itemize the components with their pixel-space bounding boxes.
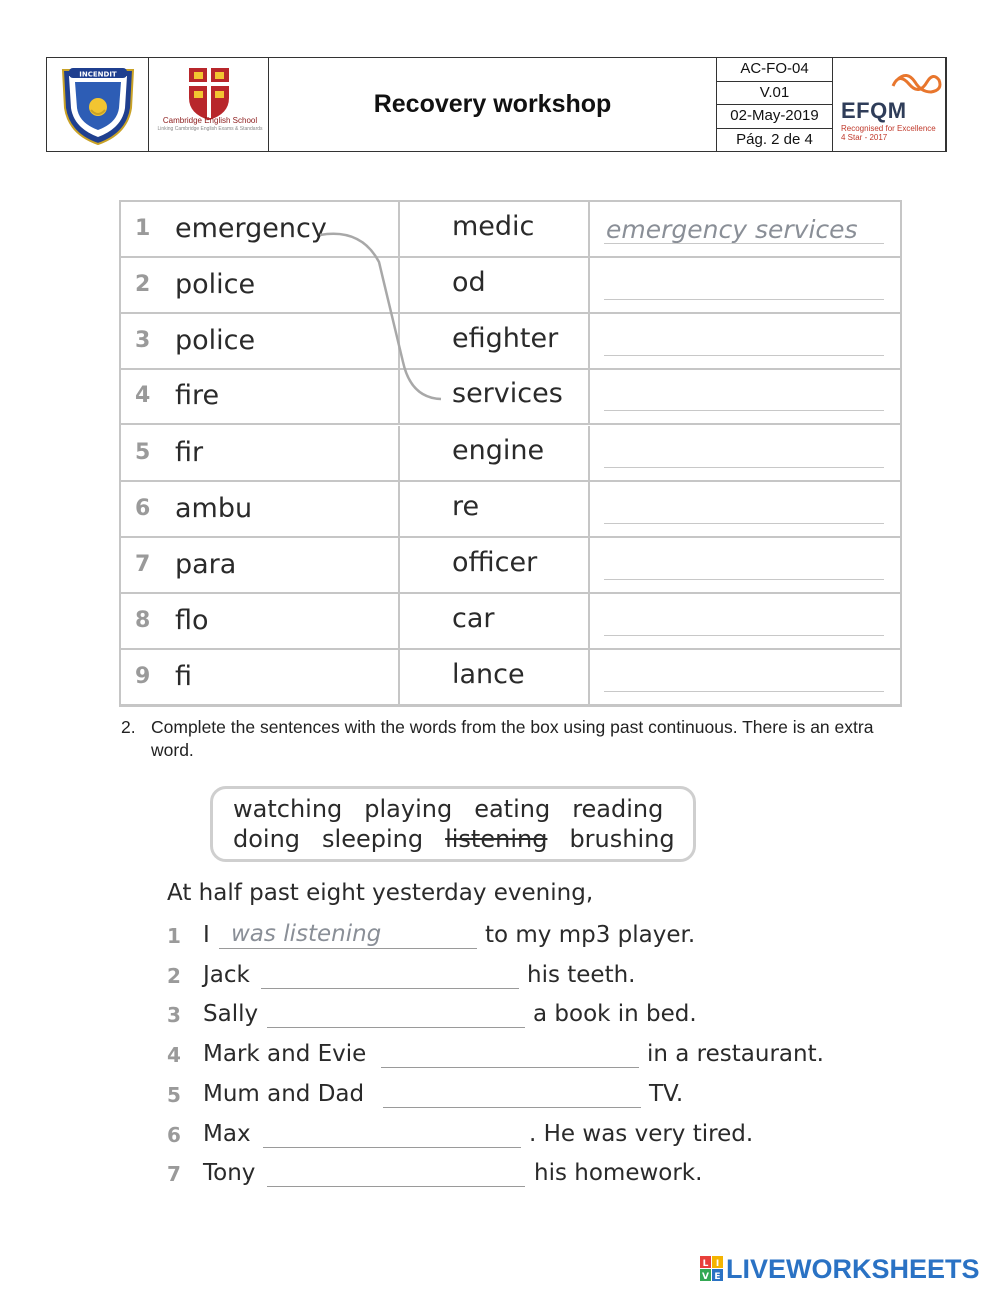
first-part-cell: [121, 538, 400, 592]
sentence-item: [167, 1160, 867, 1196]
second-word: efighter: [452, 323, 559, 354]
matching-row: [121, 594, 900, 650]
second-word: officer: [452, 547, 538, 578]
task2-number: 2.: [121, 717, 136, 737]
row-number: 2: [135, 272, 151, 297]
row-number: 3: [135, 328, 151, 353]
box-word: sleeping: [322, 825, 424, 853]
row-number: 6: [135, 496, 151, 521]
sentence-number: 5: [167, 1083, 181, 1107]
page-title: Recovery workshop: [373, 90, 612, 118]
answer-cell[interactable]: [590, 369, 900, 423]
matching-row: [121, 650, 900, 706]
first-word: para: [175, 549, 237, 580]
school-badge-text: INCENDIT: [79, 70, 117, 79]
sentence-item: [167, 962, 867, 998]
second-word: lance: [452, 659, 525, 690]
sentence-number: 6: [167, 1123, 181, 1147]
answer-line: [604, 299, 884, 300]
answer-blank[interactable]: [267, 1186, 525, 1187]
row-number: 5: [135, 440, 151, 465]
answer-cell[interactable]: [590, 426, 900, 480]
word-box-row-1: [233, 795, 685, 823]
doc-page: Pág. 2 de 4: [736, 130, 813, 148]
matching-row: [121, 314, 900, 370]
row-number: 1: [135, 216, 151, 241]
sentence-subject: Max: [203, 1121, 251, 1147]
first-part-cell: [121, 650, 400, 704]
answer-cell[interactable]: [590, 258, 900, 312]
box-word: eating: [474, 795, 551, 823]
sentence-subject: Tony: [203, 1160, 256, 1186]
second-part-cell: [400, 594, 590, 648]
row-number: 9: [135, 664, 151, 689]
title-cell: [269, 58, 717, 151]
sentence-rest: in a restaurant.: [647, 1041, 824, 1067]
second-part-cell: [400, 482, 590, 536]
sentence-subject: Mum and Dad: [203, 1081, 365, 1107]
sentence-rest: a book in bed.: [533, 1001, 697, 1027]
cambridge-crest-icon: [149, 64, 269, 124]
first-word: police: [175, 269, 256, 300]
answer-cell[interactable]: [590, 314, 900, 368]
efqm-sub-line1: Recognised for Excellence: [841, 124, 936, 133]
sentence-rest: TV.: [649, 1081, 684, 1107]
second-word: re: [452, 491, 480, 522]
efqm-recognition: [841, 124, 936, 142]
answer-line: [604, 243, 884, 244]
matching-row: [121, 369, 900, 425]
second-part-cell: [400, 258, 590, 312]
answer-text: was listening: [231, 921, 382, 947]
efqm-logo-cell: [833, 58, 946, 151]
box-word: playing: [364, 795, 453, 823]
matching-table: [119, 200, 902, 707]
sentence-item: [167, 922, 867, 958]
task2-instruction-text: Complete the sentences with the words from the box using past continuous. There is an extra word.: [151, 717, 874, 760]
sentence-subject: I: [203, 922, 210, 948]
badge-letter: V: [702, 1272, 709, 1282]
sentence-number: 1: [167, 924, 181, 948]
word-box-row-2: [233, 825, 697, 853]
document-header: [46, 57, 947, 152]
second-word: car: [452, 603, 495, 634]
school-logo-cell: [47, 58, 149, 151]
document-meta: [717, 58, 833, 151]
first-part-cell: [121, 482, 400, 536]
answer-blank[interactable]: [267, 1027, 525, 1028]
word-box: [210, 786, 696, 862]
first-word: fir: [175, 437, 204, 468]
school-shield-logo: [47, 58, 149, 151]
answer-blank[interactable]: [263, 1147, 521, 1148]
sentence-number: 3: [167, 1003, 181, 1027]
badge-letter: E: [714, 1272, 721, 1282]
answer-cell[interactable]: [590, 650, 900, 704]
second-part-cell: [400, 369, 590, 423]
second-part-cell: [400, 426, 590, 480]
first-word: flo: [175, 605, 209, 636]
answer-line: [604, 355, 884, 356]
first-word: fi: [175, 661, 193, 692]
sentence-item: [167, 1081, 867, 1117]
second-part-cell: [400, 314, 590, 368]
matching-row: [121, 426, 900, 482]
sentence-rest: his homework.: [534, 1160, 703, 1186]
first-part-cell: [121, 258, 400, 312]
row-number: 4: [135, 383, 151, 408]
answer-cell[interactable]: [590, 482, 900, 536]
answer-line: [604, 691, 884, 692]
answer-blank[interactable]: [219, 948, 477, 949]
matching-row: [121, 258, 900, 314]
sentence-item: [167, 1041, 867, 1077]
row-number: 8: [135, 608, 151, 633]
sentence-number: 4: [167, 1043, 181, 1067]
answer-line: [604, 523, 884, 524]
badge-letter: L: [702, 1259, 709, 1269]
first-part-cell: [121, 369, 400, 423]
answer-line: [604, 579, 884, 580]
answer-blank[interactable]: [383, 1107, 641, 1108]
second-word: engine: [452, 435, 545, 466]
first-part-cell: [121, 202, 400, 256]
sentence-item: [167, 1001, 867, 1037]
cambridge-logo-cell: [149, 58, 269, 151]
sentence-rest: . He was very tired.: [529, 1121, 754, 1147]
second-word: services: [452, 378, 563, 409]
efqm-sub-line2: 4 Star - 2017: [841, 133, 888, 142]
sentence-subject: Jack: [203, 962, 250, 988]
box-word: listening: [445, 825, 548, 853]
sentence-number: 7: [167, 1162, 181, 1186]
answer-cell[interactable]: [590, 202, 900, 256]
box-word: brushing: [569, 825, 675, 853]
liveworksheets-badge-icon: [700, 1256, 724, 1282]
matching-row: [121, 538, 900, 594]
first-word: ambu: [175, 493, 253, 524]
first-word: fire: [175, 380, 220, 411]
answer-cell[interactable]: [590, 538, 900, 592]
box-word: doing: [233, 825, 301, 853]
school-tagline: Linking Cambridge English Exams & Standards: [157, 126, 263, 132]
sentence-subject: Sally: [203, 1001, 259, 1027]
first-word: emergency: [175, 213, 327, 244]
second-part-cell: [400, 538, 590, 592]
answer-blank[interactable]: [261, 988, 519, 989]
answer-line: [604, 467, 884, 468]
answer-blank[interactable]: [381, 1067, 639, 1068]
first-word: police: [175, 325, 256, 356]
matching-row: [121, 482, 900, 538]
badge-letter: I: [715, 1259, 720, 1269]
sentence-item: [167, 1121, 867, 1157]
liveworksheets-brand: LIVEWORKSHEETS: [726, 1254, 980, 1284]
efqm-brand: EFQM: [841, 98, 907, 123]
second-word: medic: [452, 211, 535, 242]
matching-row: [121, 202, 900, 258]
box-word: watching: [233, 795, 343, 823]
doc-date: 02-May-2019: [717, 105, 832, 129]
answer-cell[interactable]: [590, 594, 900, 648]
second-part-cell: [400, 650, 590, 704]
sentence-rest: his teeth.: [527, 962, 636, 988]
sentence-rest: to my mp3 player.: [485, 922, 696, 948]
row-number: 7: [135, 552, 151, 577]
first-part-cell: [121, 314, 400, 368]
second-part-cell: [400, 202, 590, 256]
efqm-infinity-icon: [885, 66, 945, 100]
box-word: reading: [572, 795, 664, 823]
sentences-intro: At half past eight yesterday evening,: [167, 880, 594, 906]
school-name: Cambridge English School: [162, 116, 258, 125]
answer-text: emergency services: [606, 215, 858, 244]
answer-line: [604, 410, 884, 411]
second-word: od: [452, 267, 486, 298]
answer-line: [604, 635, 884, 636]
first-part-cell: [121, 426, 400, 480]
doc-version: V.01: [717, 82, 832, 106]
first-part-cell: [121, 594, 400, 648]
doc-code: AC-FO-04: [717, 58, 832, 82]
sentence-number: 2: [167, 964, 181, 988]
sentence-subject: Mark and Evie: [203, 1041, 367, 1067]
